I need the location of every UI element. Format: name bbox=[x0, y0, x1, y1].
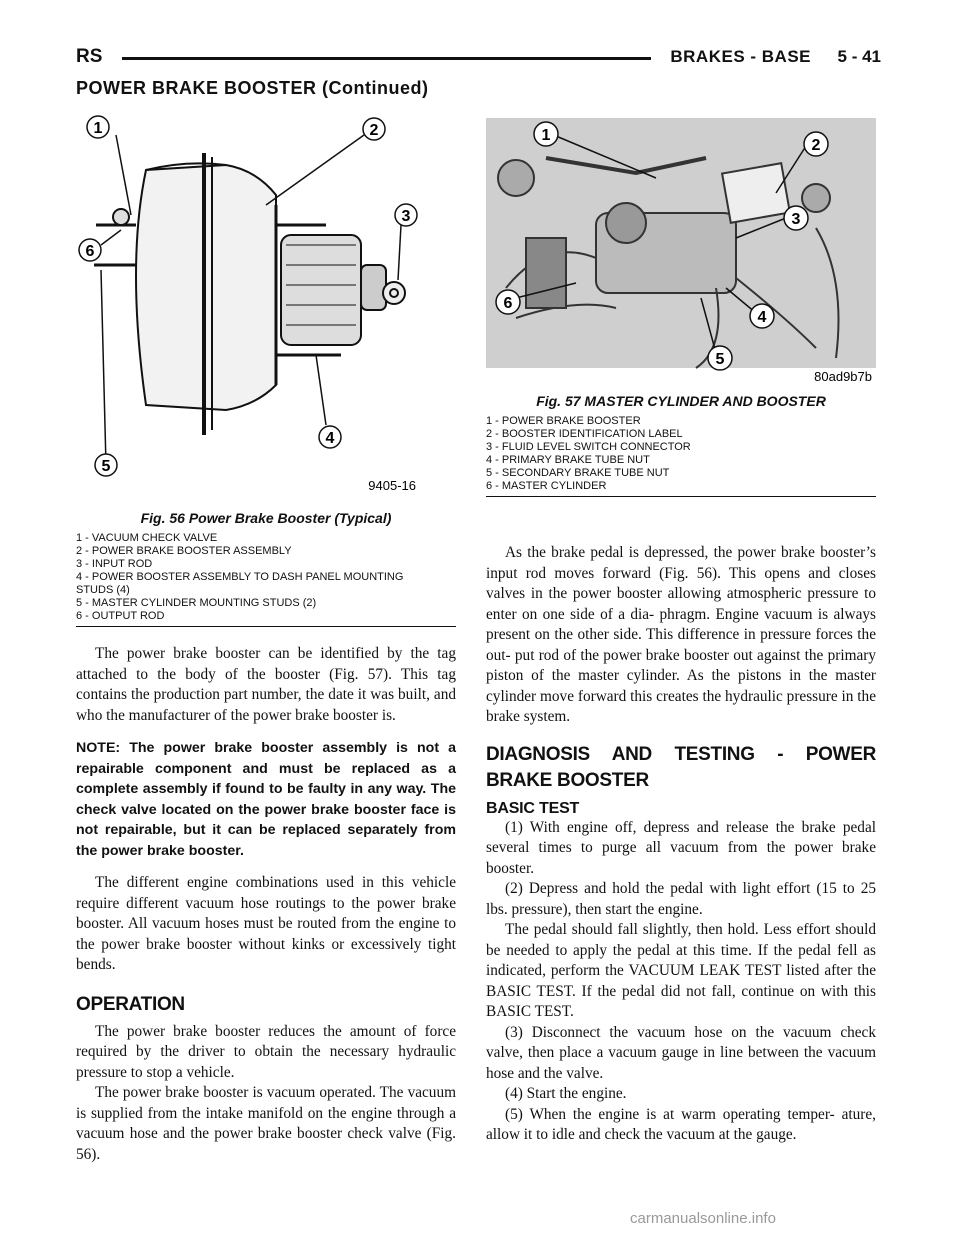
fig56-callout: 1 bbox=[93, 120, 103, 137]
legend-item: 6 - OUTPUT ROD bbox=[76, 610, 165, 622]
step: (3) Disconnect the vacuum hose on the vacuum check valve, then place a vacuum gauge in line between the vacuum hose and the valve. bbox=[486, 1023, 876, 1082]
step: (2) Depress and hold the pedal with light effort (15 to 25 lbs. pressure), then start the engine. bbox=[486, 880, 876, 918]
heading-basic-test: BASIC TEST bbox=[486, 799, 580, 817]
watermark[interactable]: carmanualsonline.info bbox=[630, 1210, 776, 1227]
fig57-callout: 4 bbox=[757, 309, 767, 326]
right-column bbox=[486, 543, 876, 1146]
paragraph: The power brake booster reduces the amount of force required by the driver to obtain the necessary hydraulic pressure to stop a vehicle. bbox=[76, 1022, 456, 1081]
legend-item: 5 - MASTER CYLINDER MOUNTING STUDS (2) bbox=[76, 597, 317, 609]
legend-item: 5 - SECONDARY BRAKE TUBE NUT bbox=[486, 467, 670, 479]
fig57-legend bbox=[486, 415, 876, 493]
fig56-callout: 5 bbox=[101, 458, 111, 475]
fig56-callout: 4 bbox=[325, 430, 335, 447]
legend-item: 3 - FLUID LEVEL SWITCH CONNECTOR bbox=[486, 441, 691, 453]
heading-operation: OPERATION bbox=[76, 993, 185, 1015]
step: (4) Start the engine. bbox=[505, 1085, 627, 1102]
legend-item: 1 - VACUUM CHECK VALVE bbox=[76, 532, 218, 544]
fig56-rule bbox=[76, 626, 456, 627]
paragraph: The different engine combinations used in this vehicle require different vacuum hose routings to the power brake booster. All vacuum hoses must be routed from the engine to the power brake booster without kinks or excessively tight bends. bbox=[76, 874, 456, 973]
step: (1) With engine off, depress and release the brake pedal several times to purge all vacuum from the power brake booster. bbox=[486, 818, 876, 877]
figure-57 bbox=[486, 118, 876, 497]
fig57-rule bbox=[486, 496, 876, 497]
fig57-callout: 5 bbox=[715, 351, 725, 368]
header-rule bbox=[122, 57, 651, 60]
paragraph: As the brake pedal is depressed, the power brake booster’s input rod moves forward (Fig. 56). This opens and closes valves in the power booster allowing atmospheric pressure to enter on one side of a dia- phragm. Engine vacuum is always present on the other side. This difference in pressure forces the out- put rod of the power brake booster out against the primary piston of the master cylinder. As the pistons in the master cylinder move forward this creates the hydraulic pressure in the brake system. bbox=[486, 544, 876, 725]
paragraph: The power brake booster is vacuum operated. The vacuum is supplied from the intake manifold on the engine through a vacuum hose and the power brake booster check valve (Fig. 56). bbox=[76, 1084, 456, 1163]
fig57-callout: 1 bbox=[541, 127, 551, 144]
fig56-title: Fig. 56 Power Brake Booster (Typical) bbox=[140, 510, 392, 526]
note: NOTE: The power brake booster assembly is not a repairable component and must be replaced as a complete assembly if found to be faulty in any way. The check valve located on the power brake booster face is not repairable, but it can be replaced separately from the power brake booster. bbox=[76, 740, 456, 859]
fig57-code: 80ad9b7b bbox=[814, 369, 872, 384]
page-number: 5 - 41 bbox=[837, 47, 881, 66]
page-header bbox=[76, 46, 881, 68]
legend-item: 3 - INPUT ROD bbox=[76, 558, 153, 570]
legend-item: 6 - MASTER CYLINDER bbox=[486, 480, 607, 492]
master-cylinder-photo bbox=[486, 118, 876, 384]
legend-item: 1 - POWER BRAKE BOOSTER bbox=[486, 415, 641, 427]
continued-title: POWER BRAKE BOOSTER (Continued) bbox=[76, 78, 429, 98]
legend-item: 2 - BOOSTER IDENTIFICATION LABEL bbox=[486, 428, 683, 440]
legend-item: 2 - POWER BRAKE BOOSTER ASSEMBLY bbox=[76, 545, 292, 557]
fig56-code: 9405-16 bbox=[368, 478, 416, 493]
step: (5) When the engine is at warm operating temper- ature, allow it to idle and check the vacuum at the gauge. bbox=[486, 1105, 876, 1143]
fig57-callout: 6 bbox=[503, 295, 513, 312]
legend-item: 4 - POWER BOOSTER ASSEMBLY TO DASH PANEL MOUNTING bbox=[76, 571, 404, 583]
left-column bbox=[76, 644, 456, 1165]
figure-56 bbox=[76, 105, 456, 627]
fig56-callout: 2 bbox=[369, 122, 379, 139]
fig57-callout: 2 bbox=[811, 137, 821, 154]
fig57-title: Fig. 57 MASTER CYLINDER AND BOOSTER bbox=[536, 393, 826, 409]
header-model: RS bbox=[76, 46, 103, 67]
paragraph: The pedal should fall slightly, then hold. Less effort should be needed to apply the pedal at this time. If the pedal fell as indicated, perform the VACUUM LEAK TEST listed after the BASIC TEST. If the pedal did not fall, continue on with this BASIC TEST. bbox=[486, 921, 876, 1020]
legend-item: 4 - PRIMARY BRAKE TUBE NUT bbox=[486, 454, 650, 466]
fig57-callout: 3 bbox=[791, 211, 801, 228]
fig56-callout: 6 bbox=[85, 243, 95, 260]
booster-illustration bbox=[76, 105, 456, 505]
paragraph: The power brake booster can be identified by the tag attached to the body of the booster (Fig. 57). This tag contains the production part number, the date it was built, and who the manufacturer of the power brake booster is. bbox=[76, 645, 456, 724]
fig56-callout: 3 bbox=[401, 208, 411, 225]
legend-item: STUDS (4) bbox=[76, 584, 130, 596]
header-section: BRAKES - BASE bbox=[670, 47, 811, 66]
fig56-legend bbox=[76, 532, 456, 623]
heading-diagnosis: DIAGNOSIS AND TESTING - POWER BRAKE BOOSTER bbox=[486, 743, 876, 791]
